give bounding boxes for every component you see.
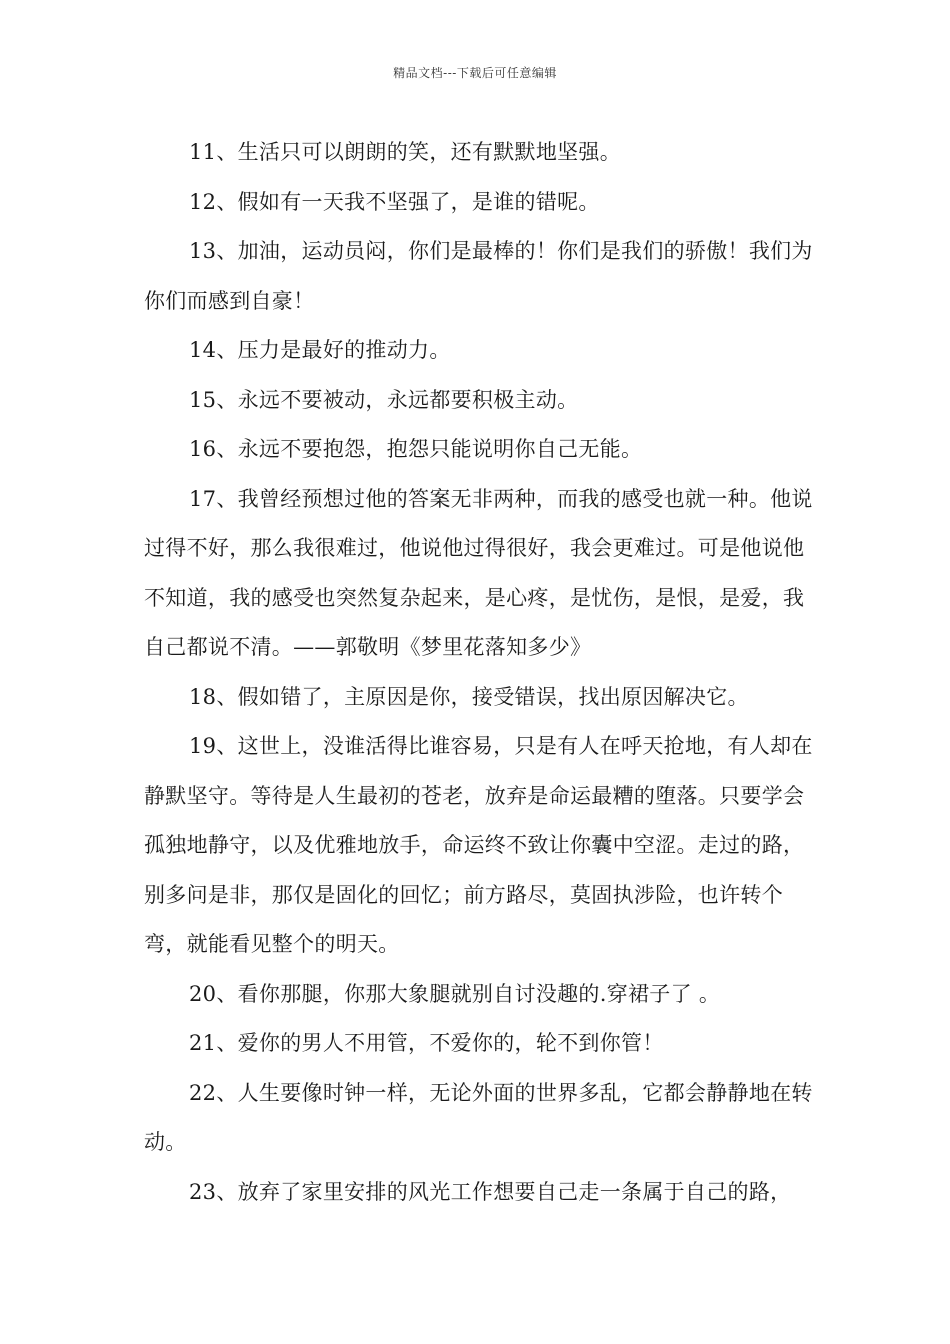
paragraph-13: 13、加油，运动员闷，你们是最棒的！你们是我们的骄傲！我们为你们而感到自豪！ bbox=[144, 239, 813, 313]
paragraph-19: 19、这世上，没谁活得比谁容易，只是有人在呼天抢地，有人却在静默坚守。等待是人生最初的苍老，放弃是命运最糟的堕落。只要学会孤独地静守，以及优雅地放手，命运终不致让你囊中空涩。走过的路，别多问是非，那仅是固化的回忆；前方路尽，莫固执涉险，也许转个弯，就能看见整个的明天。 bbox=[144, 734, 813, 956]
paragraph-23: 23、放弃了家里安排的风光工作想要自己走一条属于自己的路， bbox=[189, 1179, 792, 1204]
document-body bbox=[144, 128, 824, 1217]
page-header: 精品文档---下载后可任意编辑 bbox=[393, 66, 557, 80]
paragraph-18: 18、假如错了，主原因是你，接受错误，找出原因解决它。 bbox=[189, 684, 749, 709]
paragraph-17: 17、我曾经预想过他的答案无非两种，而我的感受也就一种。他说过得不好，那么我很难过，他说他过得很好，我会更难过。可是他说他不知道，我的感受也突然复杂起来，是心疼，是忧伤，是恨，是爱，我自己都说不清。——郭敬明《梦里花落知多少》 bbox=[144, 486, 813, 659]
paragraph-22: 22、人生要像时钟一样，无论外面的世界多乱，它都会静静地在转动。 bbox=[144, 1080, 813, 1154]
paragraph-16: 16、永远不要抱怨，抱怨只能说明你自己无能。 bbox=[189, 437, 643, 461]
paragraph-15: 15、永远不要被动，永远都要积极主动。 bbox=[189, 387, 579, 412]
paragraph-14: 14、压力是最好的推动力。 bbox=[189, 338, 451, 362]
paragraph-11: 11、生活只可以朗朗的笑，还有默默地坚强。 bbox=[189, 140, 622, 164]
paragraph-12: 12、假如有一天我不坚强了，是谁的错呢。 bbox=[189, 189, 600, 214]
paragraph-21: 21、爱你的男人不用管，不爱你的，轮不到你管！ bbox=[189, 1031, 664, 1055]
paragraph-20: 20、看你那腿，你那大象腿就别自讨没趣的.穿裙子了 。 bbox=[189, 981, 721, 1006]
